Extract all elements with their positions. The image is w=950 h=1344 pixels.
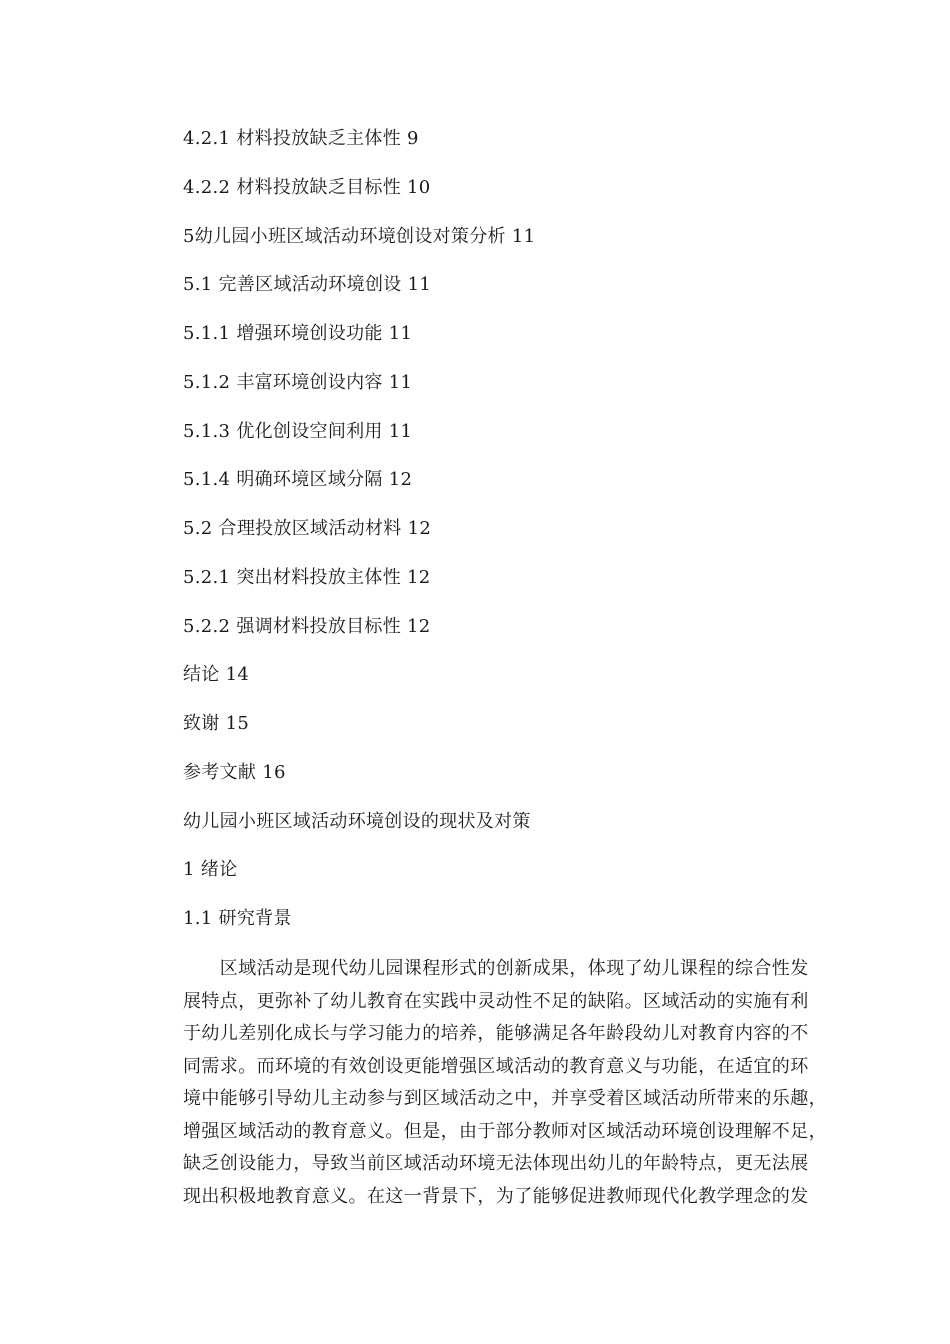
toc-entry: 5.2.2 强调材料投放目标性 12 <box>183 616 431 637</box>
paragraph-line: 区域活动是现代幼儿园课程形式的创新成果，体现了幼儿课程的综合性发 <box>183 958 809 979</box>
toc-entry: 5.1.1 增强环境创设功能 11 <box>183 323 413 344</box>
toc-entry: 结论 14 <box>183 664 250 685</box>
toc-entry: 5.1 完善区域活动环境创设 11 <box>183 274 432 295</box>
toc-entry: 4.2.2 材料投放缺乏目标性 10 <box>183 177 431 198</box>
paragraph-line: 展特点，更弥补了幼儿教育在实践中灵动性不足的缺陷。区域活动的实施有利 <box>183 990 809 1012</box>
toc-entry: 5.2.1 突出材料投放主体性 12 <box>183 567 431 588</box>
document-title: 幼儿园小班区域活动环境创设的现状及对策 <box>183 811 531 832</box>
paragraph-line: 同需求。而环境的有效创设更能增强区域活动的教育意义与功能，在适宜的环 <box>183 1055 809 1077</box>
toc-entry: 5幼儿园小班区域活动环境创设对策分析 11 <box>183 226 536 247</box>
toc-entry: 5.2 合理投放区域活动材料 12 <box>183 518 432 539</box>
paragraph-line: 增强区域活动的教育意义。但是，由于部分教师对区域活动环境创设理解不足， <box>183 1120 827 1142</box>
paragraph-line: 缺乏创设能力，导致当前区域活动环境无法体现出幼儿的年龄特点，更无法展 <box>183 1153 809 1174</box>
section-heading: 1 绪论 <box>183 859 238 880</box>
toc-entry: 5.1.2 丰富环境创设内容 11 <box>183 372 413 393</box>
paragraph-line: 于幼儿差别化成长与学习能力的培养，能够满足各年龄段幼儿对教育内容的不 <box>183 1023 809 1044</box>
toc-entry: 致谢 15 <box>183 713 250 734</box>
toc-entry: 参考文献 16 <box>183 762 286 783</box>
toc-entry: 5.1.4 明确环境区域分隔 12 <box>183 469 413 490</box>
subsection-heading: 1.1 研究背景 <box>183 908 292 929</box>
body-paragraph <box>183 953 827 1213</box>
paragraph-line: 境中能够引导幼儿主动参与到区域活动之中，并享受着区域活动所带来的乐趣， <box>183 1088 827 1109</box>
paragraph-line: 现出积极地教育意义。在这一背景下，为了能够促进教师现代化教学理念的发 <box>183 1185 809 1207</box>
toc-entry: 4.2.1 材料投放缺乏主体性 9 <box>183 128 419 149</box>
toc-entry: 5.1.3 优化创设空间利用 11 <box>183 421 413 442</box>
